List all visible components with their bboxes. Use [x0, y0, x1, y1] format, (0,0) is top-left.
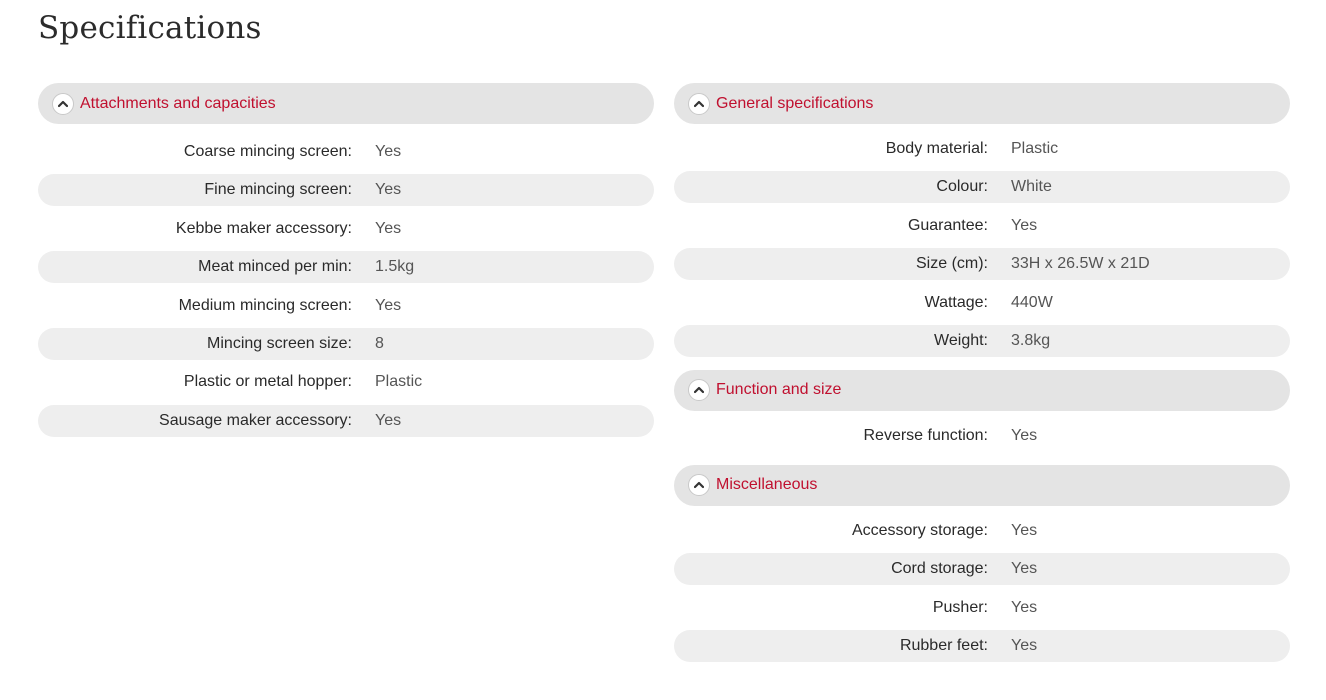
spec-label: Coarse mincing screen:: [183, 143, 352, 160]
spec-label: Sausage maker accessory:: [159, 411, 352, 429]
spec-label: Plastic or metal hopper:: [183, 373, 352, 391]
spec-value: Plastic: [1011, 140, 1059, 157]
spec-row: [674, 515, 1290, 547]
chevron-up-icon[interactable]: [688, 474, 710, 496]
spec-label: Medium mincing screen:: [178, 296, 352, 314]
spec-value: Yes: [1011, 426, 1038, 444]
spec-label: Kebbe maker accessory:: [175, 219, 352, 237]
page-title: Specifications: [38, 10, 262, 46]
spec-row: [674, 287, 1290, 319]
spec-value: Yes: [375, 181, 402, 199]
spec-value: Plastic: [375, 373, 423, 391]
spec-value: 33H x 26.5W x 21D: [1011, 255, 1150, 273]
section-attachments-and-capacities: [38, 83, 654, 437]
section-header-general-specifications[interactable]: [674, 83, 1290, 124]
spec-row: [38, 405, 654, 437]
spec-row: [674, 592, 1290, 624]
spec-row: [674, 210, 1290, 242]
chevron-up-icon[interactable]: [52, 93, 74, 115]
section-header-miscellaneous[interactable]: [674, 465, 1290, 506]
spec-row: [38, 136, 654, 168]
section-header-function-and-size[interactable]: [674, 370, 1290, 411]
spec-value: Yes: [375, 219, 402, 237]
chevron-up-icon[interactable]: [688, 379, 710, 401]
spec-value: Yes: [1011, 521, 1038, 539]
spec-value: White: [1011, 178, 1052, 196]
left-column: [38, 83, 654, 450]
section-title: General specifications: [716, 94, 874, 112]
spec-label: Accessory storage:: [851, 521, 988, 539]
spec-row: [674, 420, 1290, 452]
spec-label: Cord storage:: [891, 560, 988, 578]
spec-label: Weight:: [934, 331, 988, 349]
spec-row: [38, 251, 654, 283]
spec-value: Yes: [1011, 216, 1038, 234]
spec-value: Yes: [375, 143, 402, 160]
section-header-attachments-and-capacities[interactable]: [38, 83, 654, 124]
spec-label: Mincing screen size:: [207, 334, 352, 352]
spec-value: Yes: [375, 411, 402, 429]
section-miscellaneous: [674, 465, 1290, 662]
spec-label: Colour:: [936, 178, 988, 196]
section-general-specifications: [674, 83, 1290, 357]
spec-label: Guarantee:: [907, 216, 988, 234]
section-title: Attachments and capacities: [80, 94, 276, 112]
section-title: Function and size: [716, 381, 842, 399]
spec-value: 3.8kg: [1011, 331, 1051, 349]
spec-row: [38, 366, 654, 398]
spec-row: [674, 171, 1290, 203]
spec-row: [674, 133, 1290, 165]
spec-value: 440W: [1011, 293, 1053, 311]
right-column: [674, 83, 1290, 675]
spec-row: [674, 630, 1290, 662]
spec-label: Size (cm):: [916, 255, 988, 273]
section-title: Miscellaneous: [716, 476, 818, 494]
spec-value: Yes: [1011, 560, 1038, 578]
spec-label: Reverse function:: [863, 426, 988, 444]
spec-label: Meat minced per min:: [198, 258, 352, 276]
spec-value: Yes: [375, 296, 402, 314]
spec-label: Pusher:: [932, 598, 988, 616]
spec-value: Yes: [1011, 637, 1038, 655]
spec-row: [674, 553, 1290, 585]
chevron-up-icon[interactable]: [688, 93, 710, 115]
spec-row: [38, 328, 654, 360]
spec-value: Yes: [1011, 598, 1038, 616]
section-function-and-size: [674, 370, 1290, 452]
spec-row: [38, 213, 654, 245]
spec-value: 1.5kg: [375, 258, 415, 276]
spec-value: 8: [375, 334, 384, 352]
spec-label: Rubber feet:: [899, 637, 988, 655]
spec-row: [38, 174, 654, 206]
spec-label: Wattage:: [924, 293, 988, 311]
spec-label: Fine mincing screen:: [204, 181, 352, 199]
spec-row: [674, 248, 1290, 280]
spec-row: [674, 325, 1290, 357]
spec-label: Body material:: [885, 140, 988, 157]
spec-row: [38, 290, 654, 322]
